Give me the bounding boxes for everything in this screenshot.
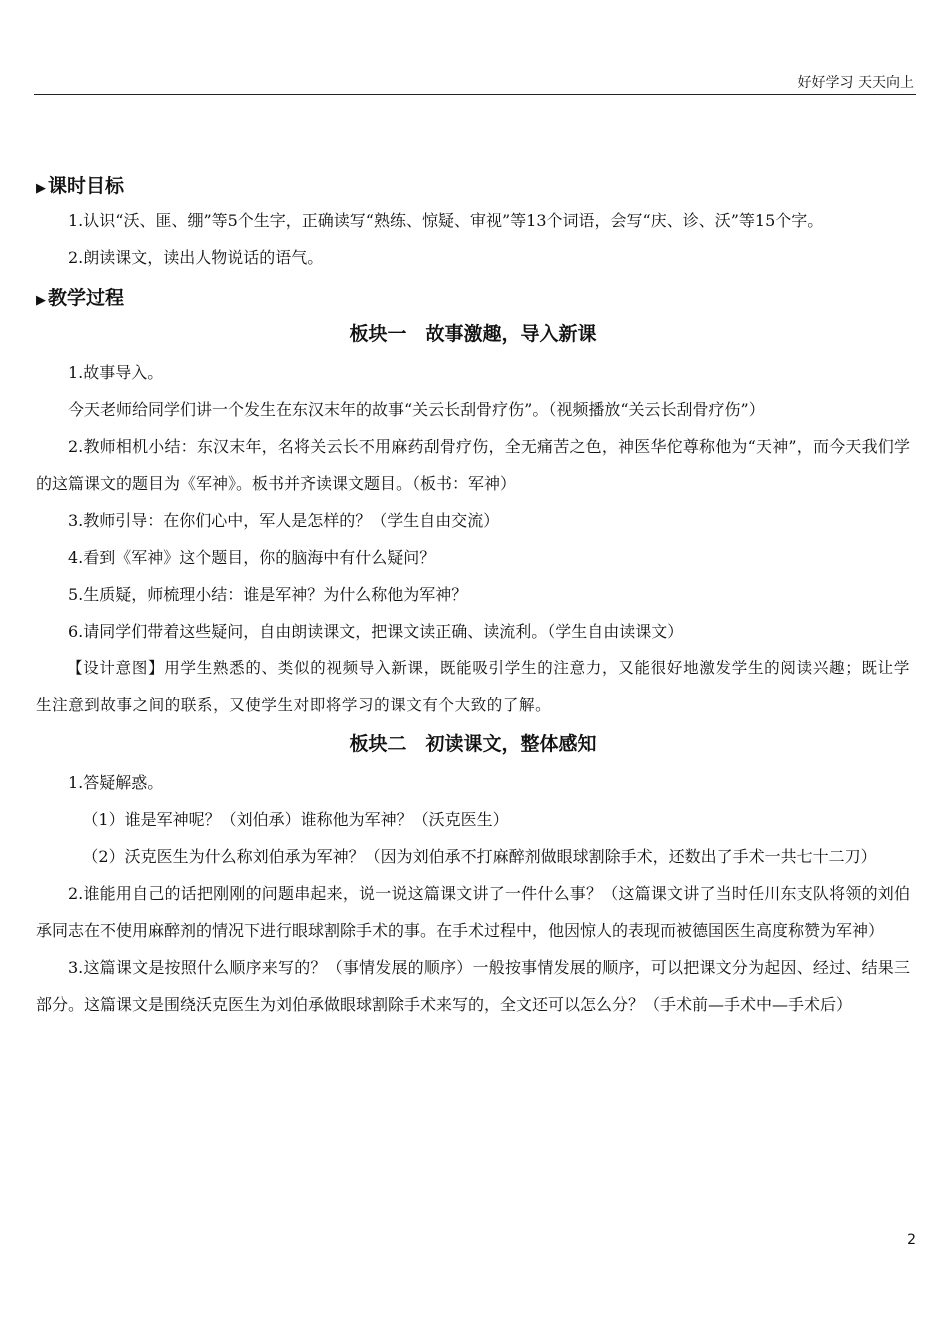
block1-paragraph: 今天老师给同学们讲一个发生在东汉末年的故事“关云长刮骨疗伤”。（视频播放“关云长刮骨疗伤”） [68,400,765,419]
document-body [36,170,910,1023]
triangle-marker-icon: ▶ [36,293,46,308]
block1-design-intent: 【设计意图】用学生熟悉的、类似的视频导入新课，既能吸引学生的注意力，又能很好地激发学生的阅读兴趣；既让学生注意到故事之间的联系，又使学生对即将学习的课文有个大致的了解。 [36,659,910,714]
objective-item-2: 2.朗读课文，读出人物说话的语气。 [68,248,324,267]
page-number: 2 [907,1232,916,1248]
block1-title: 板块一 故事激趣，导入新课 [349,323,597,345]
block1-paragraph: 3.教师引导：在你们心中，军人是怎样的？（学生自由交流） [68,511,500,530]
block1-paragraph: 4.看到《军神》这个题目，你的脑海中有什么疑问？ [68,548,436,567]
block2-paragraph: 3.这篇课文是按照什么顺序来写的？（事情发展的顺序）一般按事情发展的顺序，可以把课文分为起因、经过、结果三部分。这篇课文是围绕沃克医生为刘伯承做眼球割除手术来写的，全文还可以怎么分？（手术前—手术中—手术后） [36,958,910,1014]
page-header [34,72,916,95]
block2-paragraph: 2.谁能用自己的话把刚刚的问题串起来，说一说这篇课文讲了一件什么事？（这篇课文讲了当时任川东支队将领的刘伯承同志在不使用麻醉剂的情况下进行眼球割除手术的事。在手术过程中，他因惊人的表现而被德国医生高度称赞为军神） [36,884,910,940]
block2-title: 板块二 初读课文，整体感知 [349,733,597,755]
block1-paragraph: 2.教师相机小结：东汉末年，名将关云长不用麻药刮骨疗伤，全无痛苦之色，神医华佗尊称他为“天神”，而今天我们学的这篇课文的题目为《军神》。板书并齐读课文题目。（板书：军神） [36,437,910,493]
objective-item-1: 1.认识“沃、匪、绷”等5个生字，正确读写“熟练、惊疑、审视”等13个词语，会写“庆、诊、沃”等15个字。 [68,211,824,230]
header-slogan: 好好学习 天天向上 [797,75,914,91]
block2-subitem: （2）沃克医生为什么称刘伯承为军神？（因为刘伯承不打麻醉剂做眼球割除手术，还数出了手术一共七十二刀） [82,847,877,866]
objectives-heading: ▶ 课时目标 [36,175,125,197]
process-heading: ▶ 教学过程 [36,287,125,309]
block1-paragraph: 6.请同学们带着这些疑问，自由朗读课文，把课文读正确、读流利。（学生自由读课文） [68,622,684,641]
block2-subitem: （1）谁是军神呢？（刘伯承）谁称他为军神？（沃克医生） [82,810,509,829]
block1-paragraph: 5.生质疑，师梳理小结：谁是军神？为什么称他为军神？ [68,585,468,604]
block2-paragraph: 1.答疑解惑。 [68,773,164,792]
block1-paragraph: 1.故事导入。 [68,363,164,382]
triangle-marker-icon: ▶ [36,181,46,196]
